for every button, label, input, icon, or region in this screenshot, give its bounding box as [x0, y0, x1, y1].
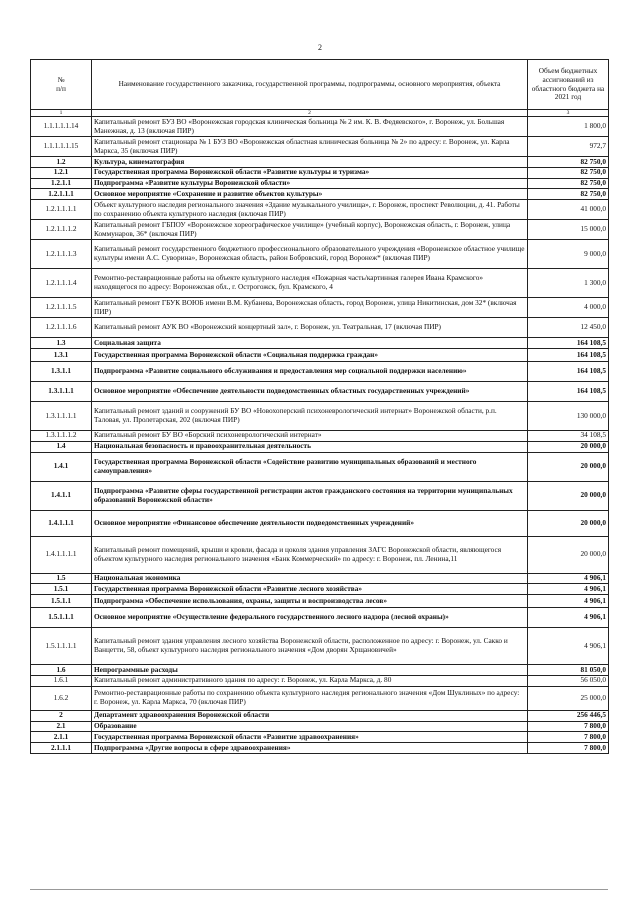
row-number: 1.4.1.1	[31, 481, 92, 510]
row-name: Государственная программа Воронежской области «Развитие лесного хозяйства»	[92, 584, 528, 595]
row-number: 1.2	[31, 157, 92, 168]
row-amount: 164 108,5	[528, 381, 609, 401]
table-row	[31, 200, 609, 220]
row-number: 2.1	[31, 721, 92, 732]
row-name: Государственная программа Воронежской области «Развитие здравоохранения»	[92, 732, 528, 743]
table-row	[31, 157, 609, 168]
row-name: Основное мероприятие «Финансовое обеспечение деятельности подведомственных учреждений»	[92, 510, 528, 536]
row-amount: 1 800,0	[528, 117, 609, 137]
column-index: 1	[31, 110, 92, 117]
row-number: 1.6.2	[31, 686, 92, 710]
row-name: Государственная программа Воронежской области «Развитие культуры и туризма»	[92, 167, 528, 178]
table-row	[31, 628, 609, 665]
row-name: Подпрограмма «Обеспечение использования, охраны, защиты и воспроизводства лесов»	[92, 595, 528, 608]
budget-table	[30, 59, 609, 754]
row-number: 1.5	[31, 573, 92, 584]
row-number: 1.2.1.1.1.3	[31, 240, 92, 269]
row-number: 1.2.1.1.1.6	[31, 318, 92, 338]
table-row	[31, 220, 609, 240]
row-amount: 82 750,0	[528, 178, 609, 189]
table-header-row	[31, 60, 609, 110]
row-amount: 164 108,5	[528, 348, 609, 361]
row-name: Капитальный ремонт здания управления лесного хозяйства Воронежской области, расположенное по адресу: г. Воронеж, ул. Сакко и Ванцетти, 58, объект культурного наследия регионального значения «Дом дворян Хрщановичей»	[92, 628, 528, 665]
row-name: Капитальный ремонт государственного бюджетного профессионального образовательного учреждения «Воронежское областное училище культуры имени А.С. Суворина», Воронежская область, район Бобровский, город Воронеж* (включая ПИР)	[92, 240, 528, 269]
row-number: 1.2.1.1.1.1	[31, 200, 92, 220]
row-amount: 7 800,0	[528, 721, 609, 732]
table-row	[31, 348, 609, 361]
row-amount: 4 906,1	[528, 584, 609, 595]
row-name: Культура, кинематография	[92, 157, 528, 168]
row-name: Основное мероприятие «Сохранение и развитие объектов культуры»	[92, 189, 528, 200]
row-amount: 1 300,0	[528, 269, 609, 298]
row-amount: 4 906,1	[528, 595, 609, 608]
row-name: Основное мероприятие «Обеспечение деятельности подведомственных областных государственных учреждений»	[92, 381, 528, 401]
row-amount: 20 000,0	[528, 481, 609, 510]
row-name: Ремонтно-реставрационные работы по сохранению объекта культурного наследия регионального значения «Дом Шуклиных» по адресу: г. Воронеж, ул. Карла Маркса, 70 (включая ПИР)	[92, 686, 528, 710]
row-amount: 12 450,0	[528, 318, 609, 338]
row-name: Подпрограмма «Развитие сферы государственной регистрации актов гражданского состояния на территории муниципальных образований Воронежской области»	[92, 481, 528, 510]
row-number: 1.5.1	[31, 584, 92, 595]
row-number: 1.2.1.1.1.2	[31, 220, 92, 240]
column-index-row	[31, 110, 609, 117]
row-amount: 81 050,0	[528, 665, 609, 676]
row-number: 1.6.1	[31, 675, 92, 686]
row-amount: 256 446,5	[528, 710, 609, 721]
row-amount: 164 108,5	[528, 361, 609, 381]
row-amount: 9 000,0	[528, 240, 609, 269]
row-name: Капитальный ремонт помещений, крыши и кровли, фасада и цоколя здания управления ЗАГС Воронежской области, являющегося объектом культурного наследия регионального значения «Банк Коммерческий» по адресу: г. Воронеж, пл. Ленина,11	[92, 536, 528, 573]
row-name: Капитальный ремонт БУЗ ВО «Воронежская городская клиническая больница № 2 им. К. В. Федяевского», г. Воронеж, ул. Большая Манежная, д. 13 (включая ПИР)	[92, 117, 528, 137]
row-number: 2.1.1	[31, 732, 92, 743]
table-row	[31, 318, 609, 338]
row-number: 1.1.1.1.1.15	[31, 137, 92, 157]
table-row	[31, 240, 609, 269]
row-amount: 20 000,0	[528, 452, 609, 481]
row-amount: 4 906,1	[528, 608, 609, 628]
table-row	[31, 298, 609, 318]
row-amount: 7 800,0	[528, 743, 609, 754]
row-name: Департамент здравоохранения Воронежской области	[92, 710, 528, 721]
row-name: Ремонтно-реставрационные работы на объекте культурного наследия «Пожарная часть/картинная галерея Ивана Крамского» находящегося по адресу: Воронежская обл., г. Острогожск, бул. Крамского, 4	[92, 269, 528, 298]
row-number: 1.6	[31, 665, 92, 676]
table-row	[31, 710, 609, 721]
row-number: 1.3.1.1	[31, 361, 92, 381]
header-name: Наименование государственного заказчика, государственной программы, подпрограммы, основного мероприятия, объекта	[92, 60, 528, 110]
row-name: Капитальный ремонт зданий и сооружений БУ ВО «Новохоперский психоневрологический интернат» Воронежской области, р.п. Таловая, ул. Пролетарская, 202 (включая ПИР)	[92, 401, 528, 430]
row-name: Социальная защита	[92, 338, 528, 349]
row-number: 1.5.1.1.1	[31, 608, 92, 628]
row-number: 1.3.1.1.1.1	[31, 401, 92, 430]
row-number: 1.5.1.1	[31, 595, 92, 608]
row-name: Национальная безопасность и правоохранительная деятельность	[92, 441, 528, 452]
table-row	[31, 675, 609, 686]
row-number: 1.4.1.1.1.1	[31, 536, 92, 573]
row-amount: 20 000,0	[528, 536, 609, 573]
row-amount: 7 800,0	[528, 732, 609, 743]
row-name: Основное мероприятие «Осуществление федерального государственного лесного надзора (лесной охраны)»	[92, 608, 528, 628]
table-row	[31, 481, 609, 510]
table-row	[31, 732, 609, 743]
table-row	[31, 430, 609, 441]
row-number: 1.4.1.1.1	[31, 510, 92, 536]
row-name: Капитальный ремонт ГБУК ВОЮБ имени В.М. Кубанева, Воронежская область, город Воронеж, улица Никитинская, дом 32* (включая ПИР)	[92, 298, 528, 318]
table-row	[31, 361, 609, 381]
row-amount: 972,7	[528, 137, 609, 157]
row-amount: 20 000,0	[528, 441, 609, 452]
table-row	[31, 381, 609, 401]
table-row	[31, 608, 609, 628]
table-row	[31, 665, 609, 676]
row-number: 1.2.1	[31, 167, 92, 178]
table-row	[31, 721, 609, 732]
row-name: Подпрограмма «Другие вопросы в сфере здравоохранения»	[92, 743, 528, 754]
row-amount: 130 000,0	[528, 401, 609, 430]
row-name: Государственная программа Воронежской области «Содействие развитию муниципальных образований и местного самоуправления»	[92, 452, 528, 481]
row-amount: 82 750,0	[528, 189, 609, 200]
table-row	[31, 595, 609, 608]
row-amount: 34 108,5	[528, 430, 609, 441]
table-row	[31, 441, 609, 452]
row-amount: 164 108,5	[528, 338, 609, 349]
row-number: 1.3.1.1.1.2	[31, 430, 92, 441]
table-row	[31, 137, 609, 157]
column-index: 3	[528, 110, 609, 117]
table-row	[31, 743, 609, 754]
row-amount: 82 750,0	[528, 157, 609, 168]
header-amount: Объем бюджетных ассигнований из областного бюджета на 2021 год	[528, 60, 609, 110]
row-name: Государственная программа Воронежской области «Социальная поддержка граждан»	[92, 348, 528, 361]
table-row	[31, 536, 609, 573]
row-name: Капитальный ремонт ГБПОУ «Воронежское хореографическое училище» (учебный корпус), Воронежская область, г. Воронеж, улица Коммунаров, 36* (включая ПИР)	[92, 220, 528, 240]
table-row	[31, 117, 609, 137]
row-amount: 56 050,0	[528, 675, 609, 686]
table-row	[31, 584, 609, 595]
table-row	[31, 338, 609, 349]
table-row	[31, 401, 609, 430]
row-number: 2	[31, 710, 92, 721]
row-name: Национальная экономика	[92, 573, 528, 584]
row-name: Подпрограмма «Развитие социального обслуживания и предоставления мер социальной поддержки населению»	[92, 361, 528, 381]
table-row	[31, 189, 609, 200]
table-row	[31, 167, 609, 178]
row-amount: 41 000,0	[528, 200, 609, 220]
row-number: 1.3.1	[31, 348, 92, 361]
table-row	[31, 269, 609, 298]
row-name: Подпрограмма «Развитие культуры Воронежской области»	[92, 178, 528, 189]
page-number: 2	[318, 43, 322, 52]
row-number: 1.2.1.1	[31, 178, 92, 189]
row-number: 1.3.1.1.1	[31, 381, 92, 401]
row-amount: 25 000,0	[528, 686, 609, 710]
table-row	[31, 686, 609, 710]
row-name: Объект культурного наследия регионального значения «Здание музыкального училища», г. Воронеж, проспект Революции, д. 41. Работы по сохранению объекта культурного наследия (включая ПИР)	[92, 200, 528, 220]
row-number: 1.4.1	[31, 452, 92, 481]
header-number: № п/п	[31, 60, 92, 110]
table-body	[31, 117, 609, 754]
row-name: Капитальный ремонт АУК ВО «Воронежский концертный зал», г. Воронеж, ул. Театральная, 17 (включая ПИР)	[92, 318, 528, 338]
table-row	[31, 178, 609, 189]
table-row	[31, 510, 609, 536]
row-name: Образование	[92, 721, 528, 732]
row-number: 1.2.1.1.1.4	[31, 269, 92, 298]
table-row	[31, 452, 609, 481]
row-name: Непрограммные расходы	[92, 665, 528, 676]
footer-divider	[30, 889, 608, 890]
row-number: 1.2.1.1.1.5	[31, 298, 92, 318]
row-amount: 4 906,1	[528, 628, 609, 665]
row-name: Капитальный ремонт стационара № 1 БУЗ ВО «Воронежская областная клиническая больница № 2» по адресу: г. Воронеж, ул. Карла Маркса, 35 (включая ПИР)	[92, 137, 528, 157]
row-number: 1.5.1.1.1.1	[31, 628, 92, 665]
row-number: 1.2.1.1.1	[31, 189, 92, 200]
row-number: 1.4	[31, 441, 92, 452]
row-amount: 4 000,0	[528, 298, 609, 318]
row-number: 2.1.1.1	[31, 743, 92, 754]
column-index: 2	[92, 110, 528, 117]
row-number: 1.3	[31, 338, 92, 349]
row-amount: 15 000,0	[528, 220, 609, 240]
row-amount: 82 750,0	[528, 167, 609, 178]
row-amount: 20 000,0	[528, 510, 609, 536]
row-amount: 4 906,1	[528, 573, 609, 584]
row-number: 1.1.1.1.1.14	[31, 117, 92, 137]
row-name: Капитальный ремонт БУ ВО «Борский психоневрологический интернат»	[92, 430, 528, 441]
table-row	[31, 573, 609, 584]
row-name: Капитальный ремонт административного здания по адресу: г. Воронеж, ул. Карла Маркса, д. 80	[92, 675, 528, 686]
